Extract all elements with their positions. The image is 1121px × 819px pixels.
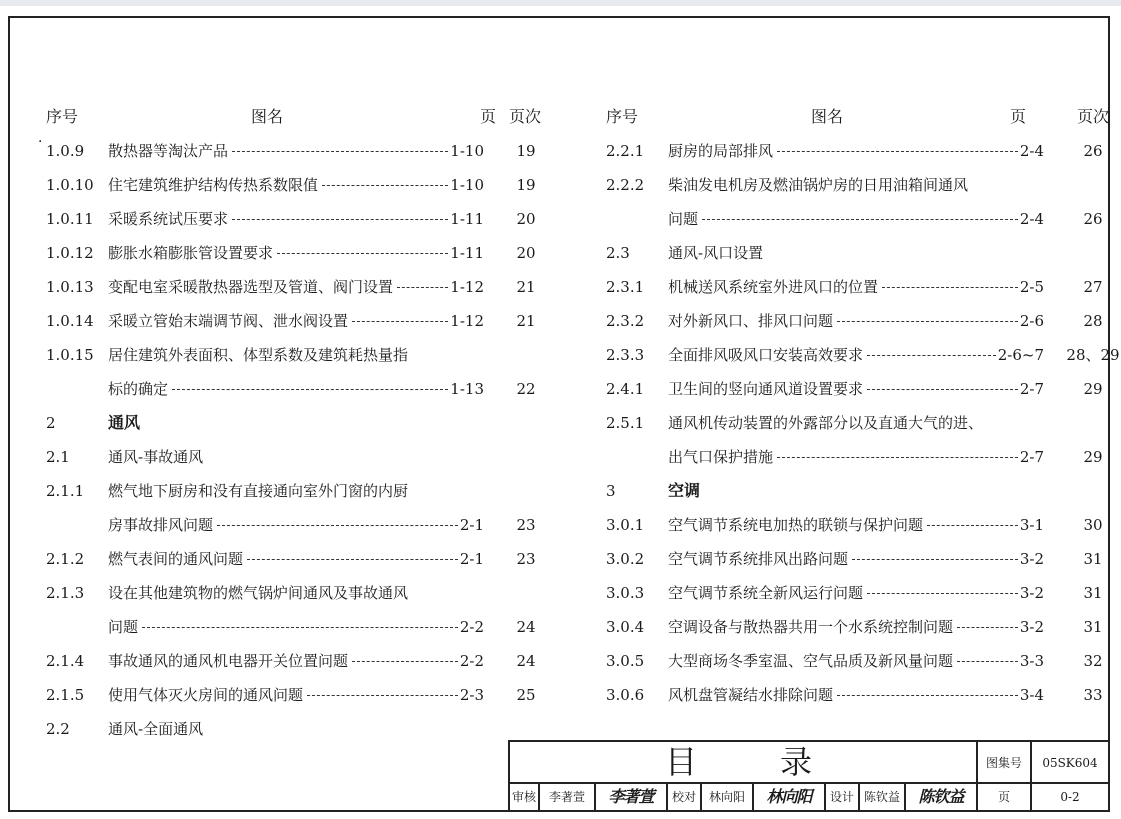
page-label: 页 — [978, 784, 1032, 810]
leader-dashes — [927, 525, 1018, 526]
entry-page: 20 — [516, 210, 536, 228]
entry-drawing-ref: 3-2 — [1019, 618, 1044, 636]
entry-page: 25 — [516, 686, 536, 704]
toc-entry — [606, 678, 1106, 712]
checker-signature: 林向阳 — [754, 784, 826, 810]
entry-title: 空调 — [668, 481, 701, 500]
toc-entry — [46, 440, 546, 474]
leader-dashes — [867, 389, 1018, 390]
page-number: 0-2 — [1060, 790, 1080, 804]
entry-page: 24 — [516, 618, 536, 636]
toc-entry — [606, 270, 1106, 304]
entry-number: 2.3.2 — [606, 312, 645, 330]
toc-entry — [606, 508, 1106, 542]
scan-speck: · — [38, 134, 43, 150]
leader-dashes — [867, 355, 996, 356]
toc-entry — [46, 542, 546, 576]
entry-drawing-ref: 3-3 — [1019, 652, 1044, 670]
toc-header-left — [46, 100, 546, 134]
heading-char-1: 目 — [665, 743, 698, 781]
entry-page: 21 — [516, 278, 536, 296]
entry-page: 28、29 — [1066, 346, 1120, 364]
toc-entry — [606, 542, 1106, 576]
check-label: 校对 — [668, 784, 702, 810]
toc-entry — [606, 610, 1106, 644]
reviewer-name: 李著萱 — [540, 784, 596, 810]
toc-entry — [46, 610, 546, 644]
entry-number: 2 — [46, 414, 56, 432]
leader-dashes — [322, 185, 448, 186]
entry-page: 27 — [1083, 278, 1103, 296]
entry-number: 2.3 — [606, 244, 630, 262]
title-block — [508, 740, 1108, 810]
entry-number: 3.0.1 — [606, 516, 645, 534]
toc-entry — [46, 678, 546, 712]
leader-dashes — [957, 627, 1018, 628]
entry-title: 通风-事故通风 — [108, 448, 204, 466]
leader-dashes — [837, 695, 1018, 696]
entry-title: 燃气表间的通风问题 — [108, 550, 244, 568]
entry-number: 2.1.5 — [46, 686, 85, 704]
leader-dashes — [247, 559, 458, 560]
leader-dashes — [142, 627, 458, 628]
entry-drawing-ref: 2-4 — [1019, 142, 1044, 160]
entry-page: 30 — [1083, 516, 1103, 534]
entry-page: 19 — [516, 142, 536, 160]
entry-drawing-ref: 2-1 — [459, 550, 484, 568]
entry-title: 散热器等淘汰产品 — [108, 142, 229, 160]
entry-number: 2.5.1 — [606, 414, 645, 432]
header-title: 图名 — [811, 107, 844, 126]
leader-dashes — [232, 151, 448, 152]
toc-entry — [606, 440, 1106, 474]
header-num: 序号 — [606, 107, 639, 126]
leader-dashes — [957, 661, 1018, 662]
entry-title: 标的确定 — [108, 380, 169, 398]
atlas-label: 图集号 — [978, 742, 1032, 784]
entry-number: 3.0.2 — [606, 550, 645, 568]
header-title: 图名 — [251, 107, 284, 126]
entry-number: 2.1.2 — [46, 550, 85, 568]
entry-number: 3.0.6 — [606, 686, 645, 704]
entry-page: 23 — [516, 516, 536, 534]
toc-entry — [606, 474, 1106, 508]
entry-number: 1.0.14 — [46, 312, 94, 330]
toc-entry — [46, 304, 546, 338]
toc-entry — [606, 372, 1106, 406]
toc-right-column — [606, 100, 1120, 712]
entry-drawing-ref: 1-12 — [450, 278, 484, 296]
entry-drawing-ref: 2-4 — [1019, 210, 1044, 228]
entry-title: 使用气体灭火房间的通风问题 — [108, 686, 304, 704]
entry-number: 1.0.13 — [46, 278, 94, 296]
toc-entry — [46, 644, 546, 678]
entry-drawing-ref: 2-6~7 — [997, 346, 1044, 364]
entry-number: 3.0.5 — [606, 652, 645, 670]
entry-title: 采暖系统试压要求 — [108, 210, 229, 228]
leader-dashes — [307, 695, 458, 696]
header-page: 页次 — [508, 107, 541, 126]
entry-page: 26 — [1083, 142, 1103, 160]
entry-title: 通风机传动装置的外露部分以及直通大气的进、 — [668, 414, 984, 432]
toc-entry — [46, 508, 546, 542]
entry-number: 1.0.15 — [46, 346, 94, 364]
leader-dashes — [867, 593, 1018, 594]
toc-entry — [46, 372, 546, 406]
entry-title: 大型商场冬季室温、空气品质及新风量问题 — [668, 652, 954, 670]
entry-drawing-ref: 1-12 — [450, 312, 484, 330]
entry-page: 28 — [1083, 312, 1103, 330]
entry-drawing-ref: 2-2 — [459, 618, 484, 636]
entry-drawing-ref: 2-6 — [1019, 312, 1044, 330]
entry-drawing-ref: 3-4 — [1019, 686, 1044, 704]
entry-number: 2.1 — [46, 448, 70, 466]
toc-entry — [606, 134, 1106, 168]
heading-char-2: 录 — [780, 743, 813, 781]
entry-number: 2.2.2 — [606, 176, 645, 194]
toc-entry — [606, 202, 1106, 236]
entry-drawing-ref: 2-1 — [459, 516, 484, 534]
entry-title: 空气调节系统全新风运行问题 — [668, 584, 864, 602]
entry-number: 1.0.10 — [46, 176, 94, 194]
top-strip — [0, 0, 1121, 6]
entry-drawing-ref: 1-10 — [450, 176, 484, 194]
entry-title: 卫生间的竖向通风道设置要求 — [668, 380, 864, 398]
entry-drawing-ref: 2-7 — [1019, 380, 1044, 398]
entry-drawing-ref: 1-11 — [450, 244, 484, 262]
toc-entry — [46, 202, 546, 236]
entry-page: 26 — [1083, 210, 1103, 228]
leader-dashes — [777, 457, 1018, 458]
entry-drawing-ref: 3-1 — [1019, 516, 1044, 534]
entry-page: 32 — [1083, 652, 1103, 670]
toc-entry — [606, 236, 1106, 270]
design-label: 设计 — [826, 784, 860, 810]
entry-page: 33 — [1083, 686, 1103, 704]
entry-number: 3.0.3 — [606, 584, 645, 602]
toc-entry — [606, 338, 1120, 372]
header-page: 页次 — [1076, 107, 1109, 126]
toc-left-column — [46, 100, 546, 746]
leader-dashes — [217, 525, 458, 526]
leader-dashes — [352, 321, 448, 322]
entry-title: 采暖立管始末端调节阀、泄水阀设置 — [108, 312, 349, 330]
entry-title: 事故通风的通风机电器开关位置问题 — [108, 652, 349, 670]
checker-name: 林向阳 — [702, 784, 754, 810]
toc-entry — [46, 270, 546, 304]
entry-title: 对外新风口、排风口问题 — [668, 312, 834, 330]
toc-entry — [606, 168, 1106, 202]
entry-title: 通风 — [108, 413, 141, 432]
entry-title: 变配电室采暖散热器选型及管道、阀门设置 — [108, 278, 394, 296]
entry-number: 2.1.4 — [46, 652, 85, 670]
entry-page: 23 — [516, 550, 536, 568]
entry-page: 29 — [1083, 448, 1103, 466]
entry-title: 通风-全面通风 — [108, 720, 204, 738]
toc-header-right — [606, 100, 1109, 134]
entry-number: 1.0.9 — [46, 142, 85, 160]
entry-page: 31 — [1083, 618, 1103, 636]
leader-dashes — [352, 661, 458, 662]
entry-page: 29 — [1083, 380, 1103, 398]
leader-dashes — [777, 151, 1018, 152]
entry-drawing-ref: 1-10 — [450, 142, 484, 160]
entry-page: 24 — [516, 652, 536, 670]
entry-title: 居住建筑外表面积、体型系数及建筑耗热量指 — [108, 346, 409, 364]
entry-title: 燃气地下厨房和没有直接通向室外门窗的内厨 — [108, 482, 409, 500]
toc-entry — [46, 576, 546, 610]
leader-dashes — [277, 253, 448, 254]
entry-drawing-ref: 2-5 — [1019, 278, 1044, 296]
title-block-heading — [510, 742, 978, 784]
entry-title: 房事故排风问题 — [108, 516, 214, 534]
toc-entry — [46, 406, 546, 440]
entry-page: 31 — [1083, 584, 1103, 602]
entry-drawing-ref: 2-2 — [459, 652, 484, 670]
toc-entry — [46, 168, 546, 202]
entry-number: 2.2 — [46, 720, 70, 738]
toc-entry — [46, 236, 546, 270]
toc-entry — [46, 474, 546, 508]
entry-drawing-ref: 2-7 — [1019, 448, 1044, 466]
review-label: 审核 — [510, 784, 540, 810]
entry-number: 1.0.11 — [46, 210, 94, 228]
entry-page: 22 — [516, 380, 536, 398]
entry-drawing-ref: 2-3 — [459, 686, 484, 704]
entry-title: 空气调节系统电加热的联锁与保护问题 — [668, 516, 924, 534]
entry-number: 3.0.4 — [606, 618, 645, 636]
entry-title: 问题 — [108, 618, 139, 636]
entry-title: 膨胀水箱膨胀管设置要求 — [108, 244, 274, 262]
leader-dashes — [882, 287, 1018, 288]
designer-signature: 陈钦益 — [906, 784, 978, 810]
designer-name: 陈钦益 — [860, 784, 906, 810]
entry-title: 柴油发电机房及燃油锅炉房的日用油箱间通风 — [668, 176, 969, 194]
toc-entry — [46, 338, 546, 372]
entry-page: 19 — [516, 176, 536, 194]
leader-dashes — [232, 219, 448, 220]
entry-page: 31 — [1083, 550, 1103, 568]
entry-drawing-ref: 3-2 — [1019, 584, 1044, 602]
entry-drawing-ref: 3-2 — [1019, 550, 1044, 568]
entry-title: 出气口保护措施 — [668, 448, 774, 466]
header-num: 序号 — [46, 107, 79, 126]
toc-entry — [606, 644, 1106, 678]
toc-entry — [46, 134, 546, 168]
leader-dashes — [702, 219, 1018, 220]
header-ref: 页 — [1009, 107, 1026, 126]
entry-title: 空气调节系统排风出路问题 — [668, 550, 849, 568]
reviewer-signature: 李著萱 — [596, 784, 668, 810]
toc-entry — [606, 304, 1106, 338]
leader-dashes — [852, 559, 1018, 560]
entry-page: 21 — [516, 312, 536, 330]
toc-entry — [606, 576, 1106, 610]
entry-page: 20 — [516, 244, 536, 262]
entry-drawing-ref: 1-13 — [450, 380, 484, 398]
header-ref: 页 — [479, 107, 496, 126]
toc-entry — [46, 712, 546, 746]
toc-entry — [606, 406, 1106, 440]
entry-title: 住宅建筑维护结构传热系数限值 — [108, 176, 319, 194]
entry-title: 问题 — [668, 210, 699, 228]
entry-title: 风机盘管凝结水排除问题 — [668, 686, 834, 704]
entry-number: 2.2.1 — [606, 142, 645, 160]
entry-number: 2.3.3 — [606, 346, 645, 364]
entry-number: 2.3.1 — [606, 278, 645, 296]
entry-title: 空调设备与散热器共用一个水系统控制问题 — [668, 618, 954, 636]
entry-number: 2.1.1 — [46, 482, 85, 500]
leader-dashes — [837, 321, 1018, 322]
atlas-number: 05SK604 — [1032, 742, 1108, 784]
leader-dashes — [172, 389, 448, 390]
entry-title: 设在其他建筑物的燃气锅炉间通风及事故通风 — [108, 584, 409, 602]
entry-number: 3 — [606, 482, 616, 500]
leader-dashes — [397, 287, 448, 288]
entry-title: 机械送风系统室外进风口的位置 — [668, 278, 879, 296]
entry-title: 通风-风口设置 — [668, 244, 764, 262]
entry-drawing-ref: 1-11 — [450, 210, 484, 228]
entry-title: 厨房的局部排风 — [668, 142, 774, 160]
entry-title: 全面排风吸风口安装高效要求 — [668, 346, 864, 364]
entry-number: 1.0.12 — [46, 244, 94, 262]
entry-number: 2.4.1 — [606, 380, 645, 398]
entry-number: 2.1.3 — [46, 584, 85, 602]
